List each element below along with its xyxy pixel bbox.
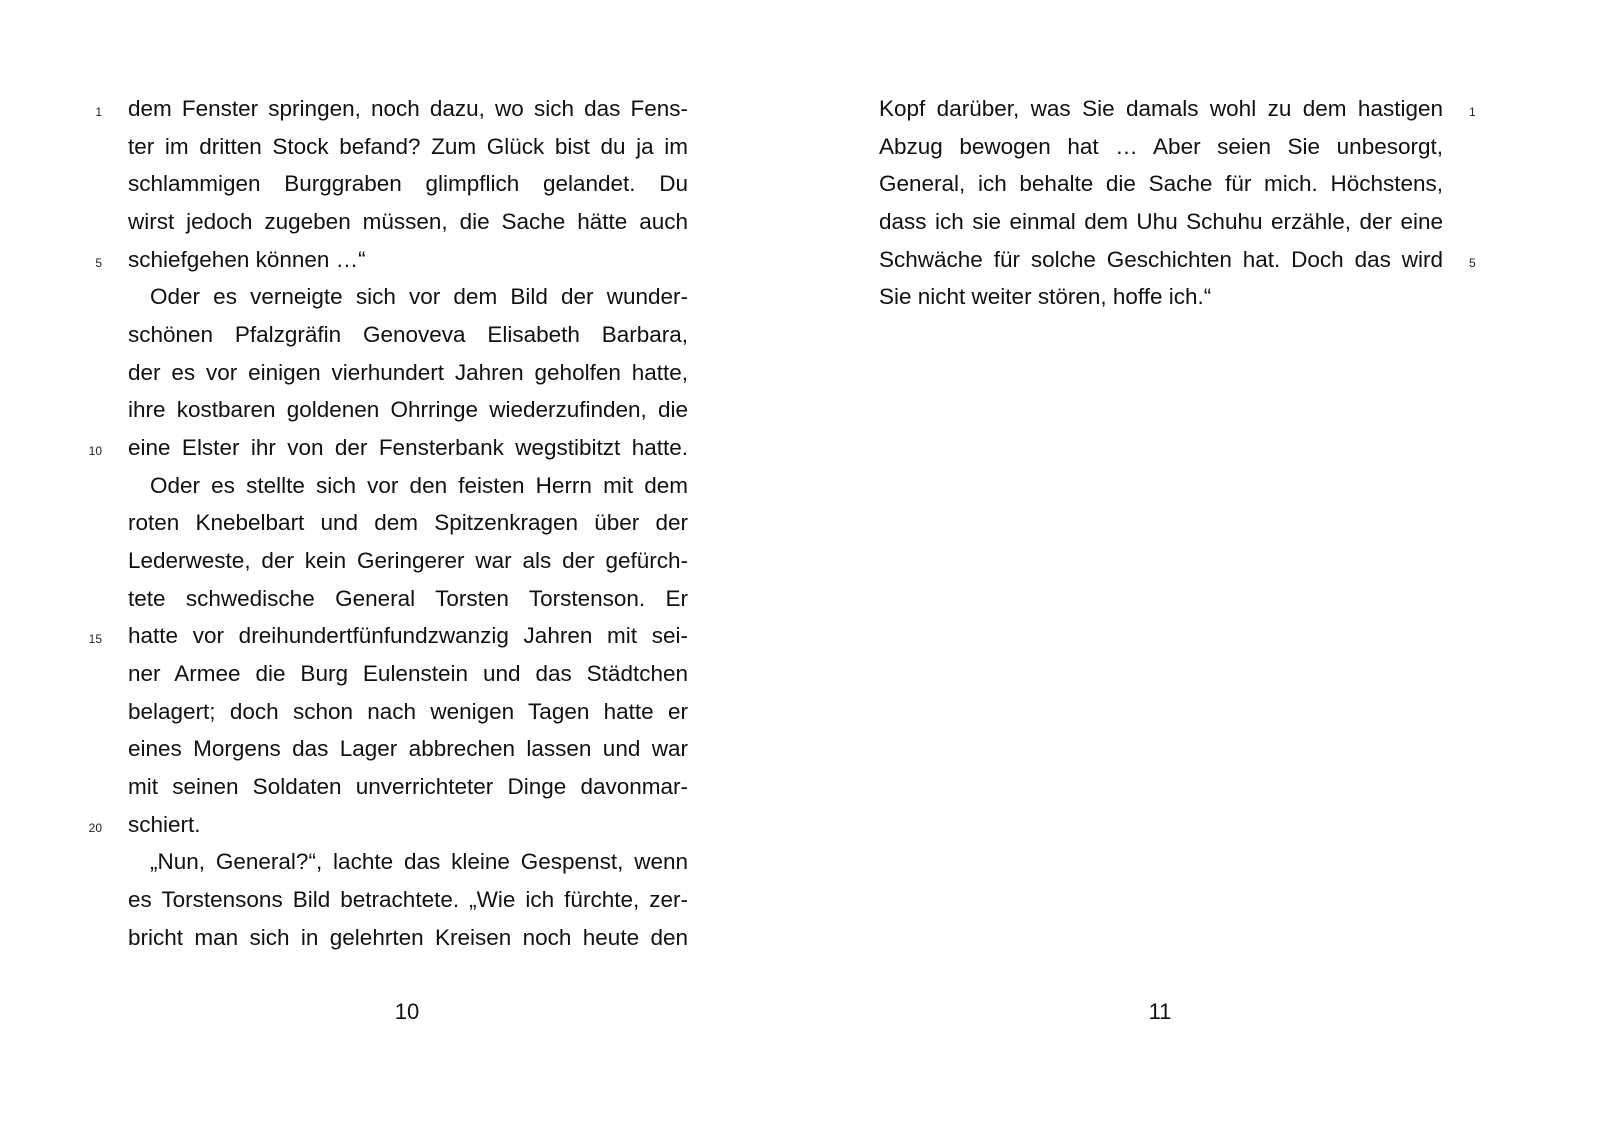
text-line: dem Fenster springen, noch dazu, wo sich das Fens-	[128, 96, 688, 121]
text-line: roten Knebelbart und dem Spitzenkragen über der	[128, 510, 688, 535]
text-line: schönen Pfalzgräfin Genoveva Elisabeth Barbara,	[128, 322, 688, 347]
right-page	[800, 0, 1600, 1139]
line-number: 20	[88, 821, 102, 835]
text-line: Oder es stellte sich vor den feisten Herrn mit dem	[150, 473, 688, 498]
text-line: Kopf darüber, was Sie damals wohl zu dem hastigen	[879, 96, 1443, 121]
line-number: 5	[95, 256, 102, 270]
text-line: ter im dritten Stock befand? Zum Glück bist du ja im	[128, 134, 688, 159]
text-line: Lederweste, der kein Geringerer war als der gefürch-	[128, 548, 688, 573]
text-line: der es vor einigen vierhundert Jahren geholfen hatte,	[128, 360, 688, 385]
line-number: 15	[88, 632, 102, 646]
text-line: schlammigen Burggraben glimpflich gelandet. Du	[128, 171, 688, 196]
text-line: eine Elster ihr von der Fensterbank wegstibitzt hatte.	[128, 435, 688, 460]
text-line: Sie nicht weiter stören, hoffe ich.“	[879, 284, 1212, 309]
page-number: 10	[394, 999, 420, 1024]
line-number: 10	[88, 444, 102, 458]
text-line: schiert.	[128, 812, 201, 837]
text-line: Abzug bewogen hat … Aber seien Sie unbesorgt,	[879, 134, 1443, 159]
text-line: schiefgehen können …“	[128, 247, 366, 272]
text-line: Oder es verneigte sich vor dem Bild der wunder-	[150, 284, 688, 309]
text-line: es Torstensons Bild betrachtete. „Wie ich fürchte, zer-	[128, 887, 688, 912]
text-line: dass ich sie einmal dem Uhu Schuhu erzähle, der eine	[879, 209, 1443, 234]
text-line: „Nun, General?“, lachte das kleine Gespenst, wenn	[150, 849, 688, 874]
page-number: 11	[1148, 999, 1172, 1024]
text-line: ner Armee die Burg Eulenstein und das Städtchen	[128, 661, 688, 686]
text-line: Schwäche für solche Geschichten hat. Doch das wird	[879, 247, 1443, 272]
text-line: mit seinen Soldaten unverrichteter Dinge davonmar-	[128, 774, 688, 799]
text-line: hatte vor dreihundertfünfundzwanzig Jahren mit sei-	[128, 623, 688, 648]
text-line: belagert; doch schon nach wenigen Tagen hatte er	[128, 699, 688, 724]
text-line: wirst jedoch zugeben müssen, die Sache hätte auch	[128, 209, 688, 234]
text-line: eines Morgens das Lager abbrechen lassen und war	[128, 736, 688, 761]
line-number: 1	[1469, 105, 1476, 119]
line-number: 1	[95, 105, 102, 119]
text-line: General, ich behalte die Sache für mich. Höchstens,	[879, 171, 1443, 196]
text-line: ihre kostbaren goldenen Ohrringe wiederzufinden, die	[128, 397, 688, 422]
text-line: bricht man sich in gelehrten Kreisen noch heute den	[128, 925, 688, 950]
line-number: 5	[1469, 256, 1476, 270]
text-line: tete schwedische General Torsten Torstenson. Er	[128, 586, 688, 611]
